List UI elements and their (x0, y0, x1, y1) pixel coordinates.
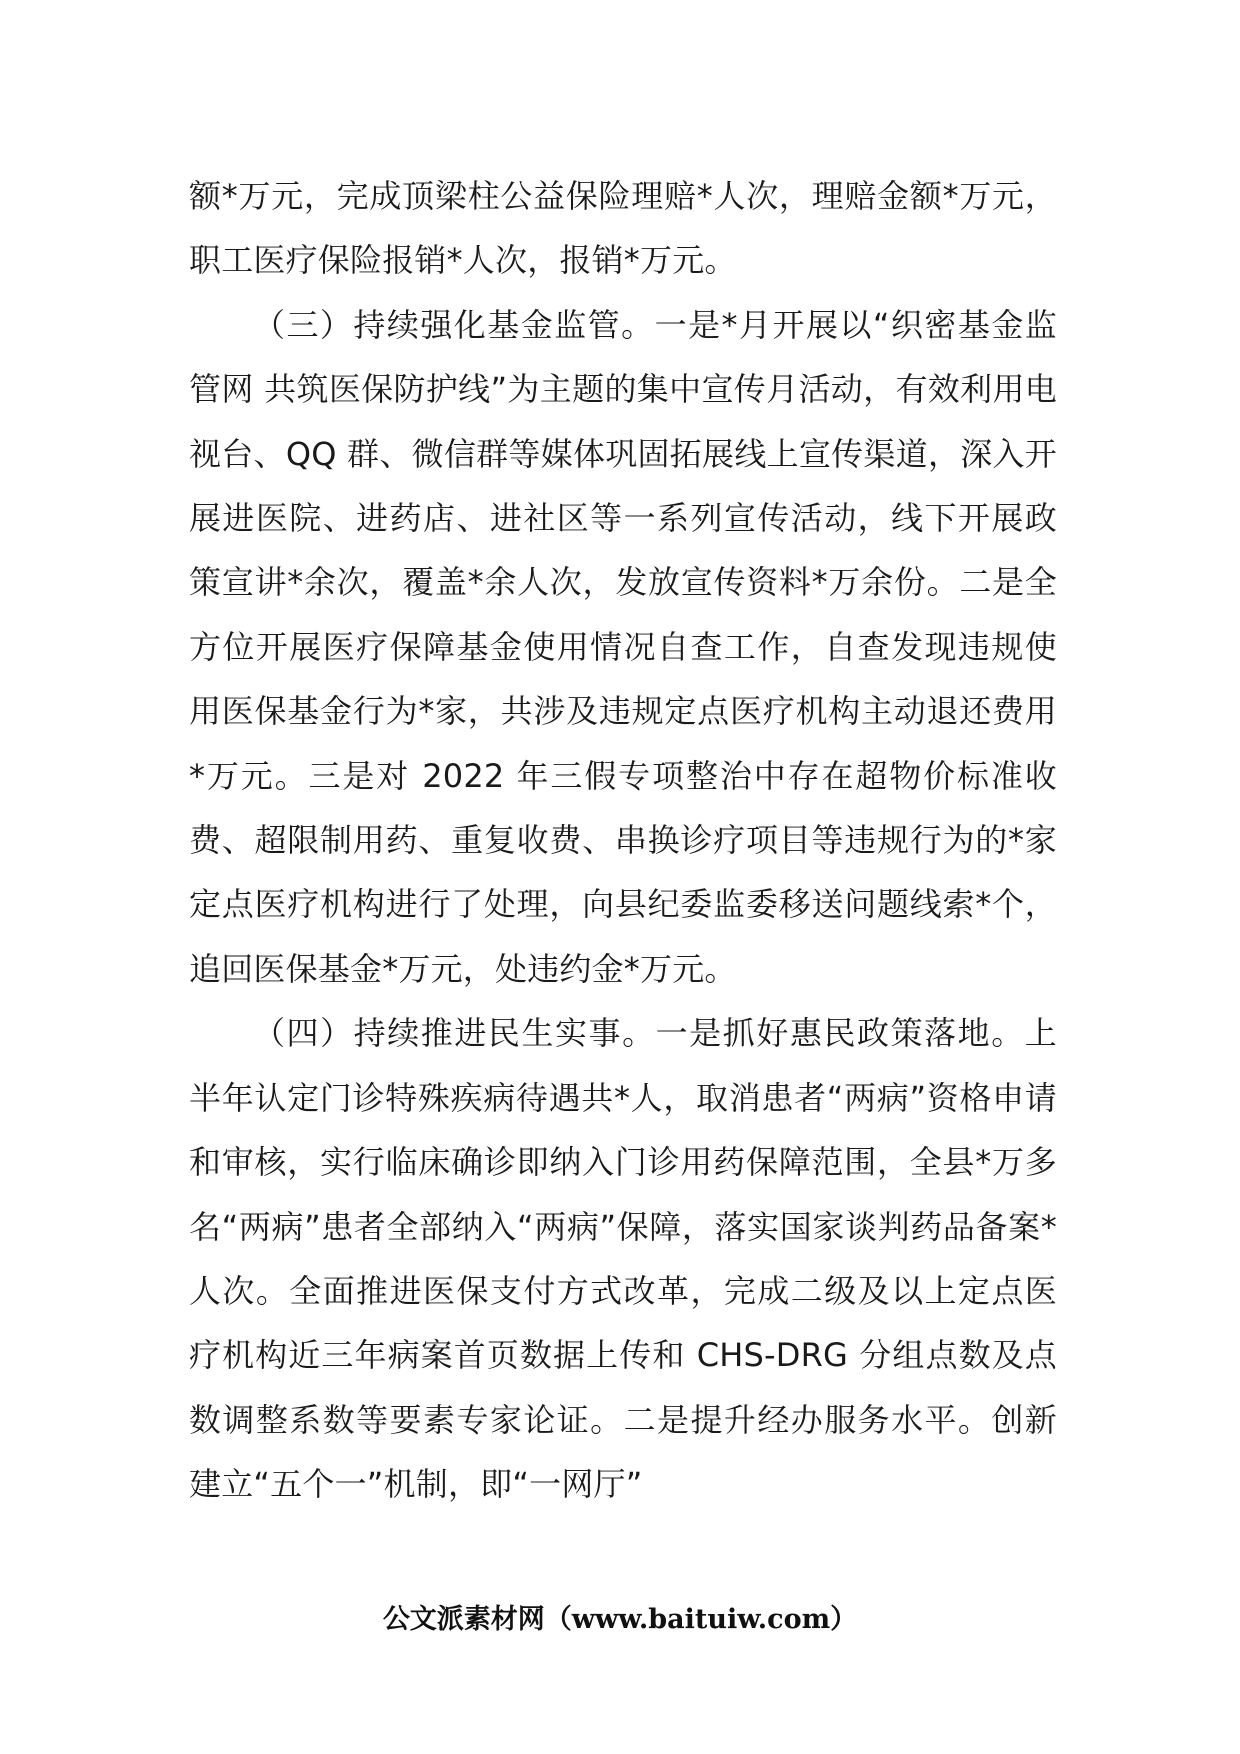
document-body (189, 164, 1057, 1517)
paragraph-2: （三）持续强化基金监管。一是*月开展以“织密基金监管网 共筑医保防护线”为主题的集中宣传月活动，有效利用电视台、QQ 群、微信群等媒体巩固拓展线上宣传渠道，深入开展进医院、进药店、进社区等一系列宣传活动，线下开展政策宣讲*余次，覆盖*余人次，发放宣传资料*万余份。二是全方位开展医疗保障基金使用情况自查工作，自查发现违规使用医保基金行为*家，共涉及违规定点医疗机构主动退还费用*万元。三是对 2022 年三假专项整治中存在超物价标准收费、超限制用药、重复收费、串换诊疗项目等违规行为的*家定点医疗机构进行了处理，向县纪委监委移送问题线索*个，追回医保基金*万元，处违约金*万元。 (189, 305, 1057, 988)
paragraph-3: （四）持续推进民生实事。一是抓好惠民政策落地。上半年认定门诊特殊疾病待遇共*人，取消患者“两病”资格申请和审核，实行临床确诊即纳入门诊用药保障范围，全县*万多名“两病”患者全部纳入“两病”保障，落实国家谈判药品备案*人次。全面推进医保支付方式改革，完成二级及以上定点医疗机构近三年病案首页数据上传和 CHS-DRG 分组点数及点数调整系数等要素专家论证。二是提升经办服务水平。创新建立“五个一”机制，即“一网厅” (189, 1014, 1057, 1504)
paragraph-1: 额*万元，完成顶梁柱公益保险理赔*人次，理赔金额*万元，职工医疗保险报销*人次，报销*万元。 (189, 177, 1057, 280)
footer-watermark: 公文派素材网（www.baituiw.com） (382, 1604, 858, 1635)
